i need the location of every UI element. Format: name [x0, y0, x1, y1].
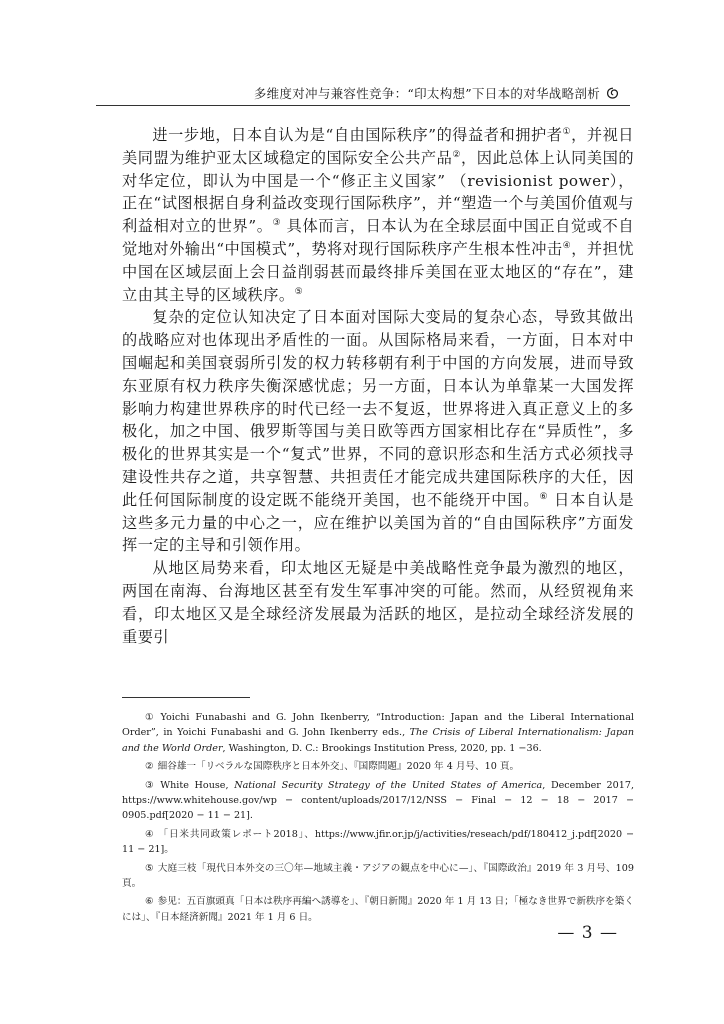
footnote-text: , Washington, D. C.: Brookings Institution Press, 2020, pp. 1 −36.	[222, 742, 542, 754]
footnote-text: 細谷雄一「リベラルな国際秩序と日本外交」、『国際問題』2020 年 4 月号、10 頁。	[157, 761, 520, 773]
footnote-ref[interactable]: ⑥	[539, 491, 549, 502]
page-number: — 3 —	[557, 923, 618, 943]
footnote-ref[interactable]: ⑤	[294, 286, 304, 297]
footnote-ref[interactable]: ④	[562, 240, 572, 251]
footnote-number: ④	[145, 828, 155, 840]
footnote-number: ②	[145, 761, 154, 773]
header-rule	[96, 105, 630, 106]
paragraph-text: 日本自认是这些多元力量的中心之一，应在维护以美国为首的“自由国际秩序”方面发挥一定的主导和引领作用。	[122, 490, 634, 555]
footnote-text: 参见：五百旗頭真「日本は秩序再編へ誘導を」、『朝日新聞』2020 年 1 月 13 日；「極なき世界で新秩序を築くには」、『日本経済新聞』2021 年 1 月 6 日。	[122, 896, 634, 923]
footnote-ref[interactable]: ②	[452, 149, 461, 160]
paragraph-text: ，并担忧中国在区域层面上会日益削弱甚而最终排斥美国在亚太地区的“存在”，建立由其主导的区域秩序。	[122, 239, 635, 304]
footnote-text: , December 2017, https://www.whitehouse.gov/wp − content/uploads/2017/12/NSS − Final − 12 − 18 − 2017 − 0905.pdf[2020 − 11 − 21].	[122, 779, 634, 822]
footnote-text: Yoichi Funabashi and G. John Ikenberry, “Introduction: Japan and the Liberal International Order”, in Yoichi Funabashi and G. John Ikenberry eds.,	[122, 712, 634, 739]
footnotes	[122, 710, 634, 928]
spiral-logo-icon	[606, 86, 620, 100]
running-header	[254, 84, 620, 102]
footnote-number: ①	[145, 712, 157, 723]
paragraph-text: 进一步地，日本自认为是“自由国际秩序”的得益者和拥护者	[152, 126, 563, 144]
footnote	[122, 778, 634, 824]
footnote-title: The Crisis of Liberal Internationalism: Japan and the World Order	[122, 727, 635, 754]
footnote-ref[interactable]: ①	[562, 126, 572, 137]
footnote-number: ⑥	[145, 896, 154, 908]
footnote-text: 大庭三枝「現代日本外交の三〇年—地域主義・アジアの観点を中心に—」、『国際政治』2019 年 3 月号、109 頁。	[122, 862, 634, 890]
footnote-separator	[122, 697, 250, 698]
paragraph-text: 复杂的定位认知决定了日本面对国际大变局的复杂心态，导致其做出的战略应对也体现出矛盾性的一面。从国际格局来看，一方面，日本对中国崛起和美国衰弱所引发的权力转移朝有利于中国的方向发展，进而导致东亚原有权力秩序失衡深感忧虑；另一方面，日本认为单靠某一大国发挥影响力构建世界秩序的时代已经一去不复返，世界将进入真正意义上的多极化，加之中国、俄罗斯等国与美日欧等西方国家相比存在“异质性”，多极化的世界其实是一个“复式”世界，不同的意识形态和生活方式必须找寻建设性共存之道，共享智慧、共担责任才能完成共建国际秩序的大任，因此任何国际制度的设定既不能绕开美国，也不能绕开中国。	[122, 308, 634, 509]
body-paragraph	[122, 124, 634, 306]
footnote-text: 「日米共同政策レポート2018」、https://www.jfir.or.jp/j/activities/reseach/pdf/180412_j.pdf[2020 − 11 − 21]。	[122, 828, 634, 856]
paragraph-text: 具体而言，日本认为在全球层面中国正自觉或不自觉地对外输出“中国模式”，势将对现行国际秩序产生根本性冲击	[122, 217, 635, 258]
paragraph-text: ，因此总体上认同美国的对华定位，即认为中国是一个“修正主义国家” （revisionist power），正在“试图根据自身利益改变现行国际秩序”，并“塑造一个与美国价值观与利益相对立的世界”。	[122, 148, 635, 236]
paragraph-text: ，并视日美同盟为维护亚太区域稳定的国际安全公共产品	[122, 126, 634, 167]
body-text	[122, 124, 634, 648]
footnote	[122, 759, 634, 774]
paragraph-text: 从地区局势来看，印太地区无疑是中美战略性竞争最为激烈的地区，两国在南海、台海地区甚至有发生军事冲突的可能。然而，从经贸视角来看，印太地区又是全球经济发展最为活跃的地区，是拉动全球经济发展的重要引	[122, 559, 634, 646]
footnote	[122, 827, 634, 858]
footnote-ref[interactable]: ③	[272, 218, 282, 229]
body-paragraph	[122, 306, 634, 557]
running-title: 多维度对冲与兼容性竞争：“印太构想”下日本的对华战略剖析	[253, 86, 600, 101]
footnote-text: White House,	[160, 779, 235, 791]
body-paragraph	[122, 557, 634, 648]
footnote	[122, 710, 634, 756]
footnote-number: ③	[145, 779, 157, 791]
footnote-number: ⑤	[145, 862, 154, 874]
footnote-title: National Security Strategy of the United States of America	[234, 779, 543, 791]
footnote	[122, 861, 634, 892]
footnote	[122, 894, 634, 925]
